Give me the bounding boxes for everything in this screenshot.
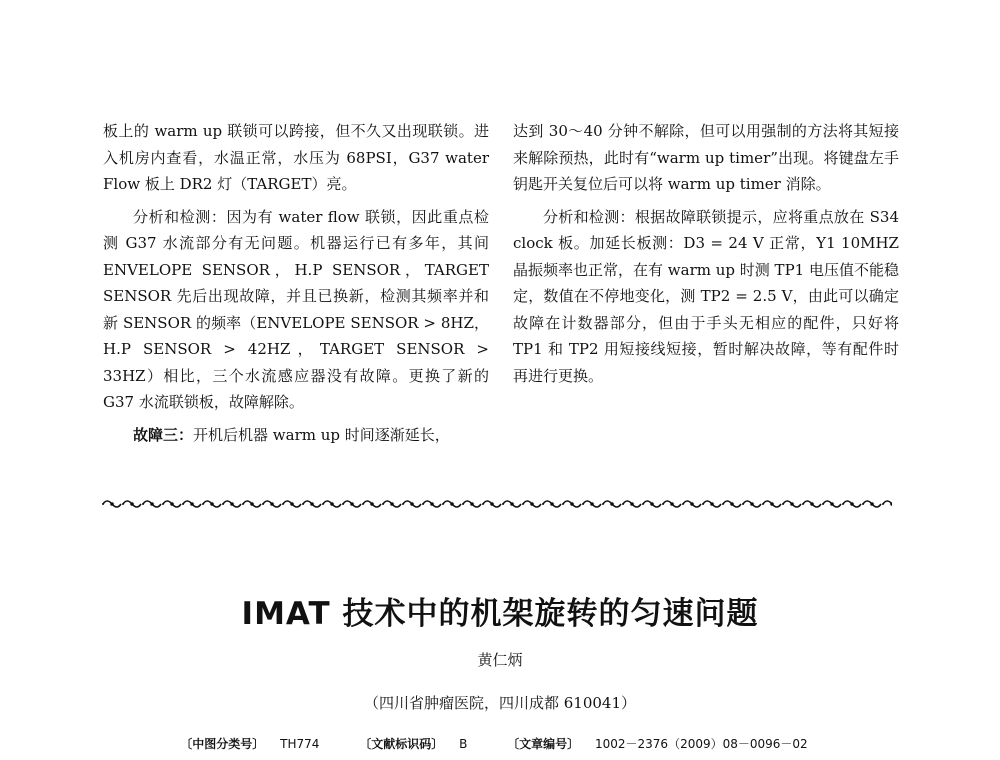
article-number-value: 1002－2376（2009）08－0096－02 [594, 737, 808, 751]
clc-label: 〔中图分类号〕 [180, 737, 265, 751]
left-column [103, 118, 489, 448]
ornament-pattern-icon [102, 497, 892, 511]
clc-value: TH774 [280, 737, 320, 751]
left-paragraph-2: 分析和检测：因为有 water flow 联锁，因此重点检测 G37 水流部分有无问题。机器运行已有多年，其间 ENVELOPE SENSOR，H.P SENSOR，TARGET SENSOR 先后出现故障，并且已换新，检测其频率并和新 SENSOR 的频率（ENVELOPE SENSOR > 8HZ，H.P SENSOR > 42HZ，TARGET SENSOR > 33HZ）相比，三个水流感应器没有故障。更换了新的 G37 水流联锁板，故障解除。 [103, 207, 489, 411]
clc-field [180, 737, 331, 751]
right-column [513, 118, 899, 389]
article-author: 黄仁炳 [477, 651, 523, 669]
right-paragraph-2: 分析和检测：根据故障联锁提示，应将重点放在 S34 clock 板。加延长板测：D3 = 24 V 正常，Y1 10MHZ 晶振频率也正常，在有 warm up 时测 TP1 电压值不能稳定，数值在不停地变化，测 TP2 = 2.5 V，由此可以确定故障在计数器部分，但由于手头无相应的配件，只好将 TP1 和 TP2 用短接线短接，暂时解决故障，等有配件时再进行更换。 [513, 207, 899, 385]
doc-code-label: 〔文献标识码〕 [359, 737, 444, 751]
fault-three-label: 故障三： [133, 425, 194, 444]
left-paragraph-1: 板上的 warm up 联锁可以跨接，但不久又出现联锁。进入机房内查看，水温正常，水压为 68PSI，G37 water Flow 板上 DR2 灯（TARGET）亮。 [103, 122, 489, 193]
fault-three-text: 开机后机器 warm up 时间逐渐延长， [193, 425, 450, 444]
decorative-divider [102, 497, 892, 511]
left-paragraph-3 [103, 422, 489, 449]
article-number-field [507, 737, 820, 751]
doc-code-value: B [459, 737, 468, 751]
article-affiliation: （四川省肿瘤医院，四川成都 610041） [363, 694, 637, 712]
right-paragraph-1: 达到 30～40 分钟不解除，但可以用强制的方法将其短接来解除预热，此时有“warm up timer”出现。将键盘左手钥匙开关复位后可以将 warm up timer 消除。 [513, 122, 899, 193]
article-number-label: 〔文章编号〕 [507, 737, 580, 751]
doc-code-field [359, 737, 479, 751]
article-title: IMAT 技术中的机架旋转的匀速问题 [241, 596, 759, 632]
article-metadata [0, 735, 1000, 752]
